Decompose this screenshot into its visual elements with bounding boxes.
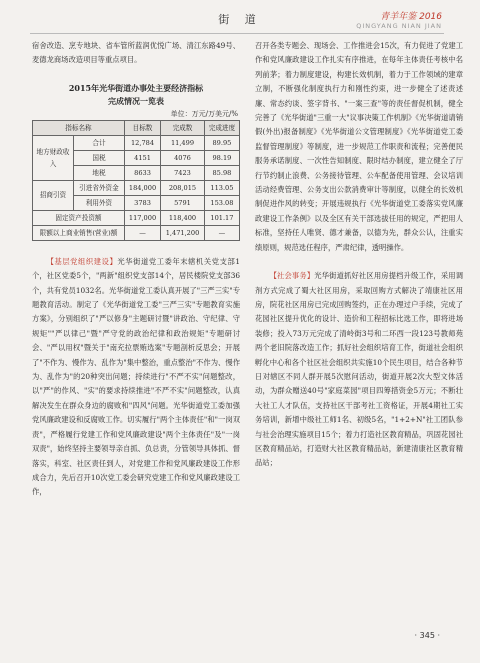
table-cell: 合计 (74, 135, 125, 150)
table-cell: — (204, 225, 239, 240)
section-tag-social: 【社会事务】 (269, 271, 315, 281)
table-cell: 1,471,200 (161, 225, 205, 240)
table-cell: 89.95 (204, 135, 239, 150)
table-cell: 4151 (124, 150, 160, 165)
economic-indicators-table (32, 120, 240, 241)
table-header-row (33, 120, 240, 135)
yearbook-title: 青羊年鉴 2016 (380, 12, 442, 22)
table-row (33, 135, 240, 150)
table-cell: — (124, 225, 160, 240)
table-cell: 8633 (124, 165, 160, 180)
table-cell: 7423 (161, 165, 205, 180)
table-cell: 利用外资 (74, 195, 125, 210)
table-header-cell: 完成进度 (204, 120, 239, 135)
intro-paragraph: 宿舍改造、烹专地块、省车管所蓝润优悦广场、清江东路49号、麦德龙商场改造项目等重点项目。 (32, 41, 240, 65)
section-tag-party: 【基层党组织建设】 (46, 256, 118, 266)
table-row (33, 225, 240, 240)
party-continued-paragraph: 召开各类专题会、现场会、工作推进会15次，有力促进了党建工作和党风廉政建设工作扎实有序推进，在每年主体责任考核中名列前茅；着力制度建设，构建长效机制，着力于工作领域的建章立制，不断强化制度执行力和刚性约束，进一步健全了述责述廉、常态约谈、签字背书、"一案三查"等的责任督促机制，健全完善了《光华街道"三重一大"议事决策工作机制》《光华街道请销假(外出)报备制度》《光华街道公文管理制度》《光华街道党工委监督管理制度》等制度，进一步规范工作职责和流程；完善便民服务承诺制度、一次性告知制度、限时结办制度，建立健全了厅行节约制止浪费、公务接待管理、公车配备使用管理、会议培训活动经费管理、公务支出公款消费审计等制度，以健全的长效机制促进作风的转变；开展违规执行《光华街道党工委落实党风廉政建设工作条例》以及全区有关干部选拔任用的规定，严把用人标准，坚持任人唯贤、德才兼备，以德为先，群众公认，注重实绩原则，规范选任程序，严肃纪律，透明操作。 (255, 41, 463, 252)
table-cell: 113.05 (204, 180, 239, 195)
table-row (33, 180, 240, 195)
table-row (33, 210, 240, 225)
table-header-cell: 目标数 (124, 120, 160, 135)
table-group-cell: 固定资产投资额 (33, 210, 125, 225)
table-header-cell: 完成数 (161, 120, 205, 135)
table-cell: 98.19 (204, 150, 239, 165)
table-cell: 4076 (161, 150, 205, 165)
party-building-paragraph (32, 255, 240, 500)
table-group-cell: 地方财政收入 (33, 135, 74, 180)
social-affairs-paragraph (255, 269, 463, 471)
table-cell: 国税 (74, 150, 125, 165)
table-cell: 208,015 (161, 180, 205, 195)
yearbook-pinyin: QINGYANG NIAN JIAN (356, 22, 442, 30)
section-title: 街 道 (218, 13, 262, 26)
page-number: · 345 · (414, 631, 440, 640)
table-group-cell: 招商引资 (33, 180, 74, 210)
table-cell: 153.08 (204, 195, 239, 210)
table-cell: 12,784 (124, 135, 160, 150)
table-cell: 117,000 (124, 210, 160, 225)
table-title: 2015年光华街道办事处主要经济指标 完成情况一览表 (68, 82, 204, 106)
table-cell: 3783 (124, 195, 160, 210)
table-cell: 引进省外资金 (74, 180, 125, 195)
social-affairs-text: 光华街道抓好社区用房提档升级工作，采用调剂方式完成了蜀大社区用房，采取回购方式解决了靖康社区用房，院花社区用房已完成回购签约，正在办理过户手续，完成了花园社区提升优化的设计、造价和工程招标比选工作，即将进场装修；投入73万元完成了清岭街3号和二环西一段123号教师苑两个老旧院落改造工作；抓好社会组织培育工作，街道社会组织孵化中心和各个社区社会组织共实施10个民生项目，结合各种节日对辖区不同人群开展5次慰问活动，街道开展2次大型文体活动，为群众赠送40号"家庭菜园"项目四筹措资金5万元；不断壮大社工人才队伍，支持社区干部考社工资格证，开展4期社工实务培训，新增中级社工师1名、初级5名，"1+2+N"社工团队参与社会治理实施项目15个；着力打造社区教育精品，巩固花园社区教育精品站，打造财大社区教育精品站，新建清康社区教育精品站； (255, 271, 464, 468)
right-column (255, 39, 463, 471)
table-unit: 单位：万元/万美元/% (170, 109, 238, 118)
table-cell: 85.98 (204, 165, 239, 180)
table-cell: 184,000 (124, 180, 160, 195)
table-cell: 11,499 (161, 135, 205, 150)
table-group-cell: 限额以上商业销售(营业)额 (33, 225, 125, 240)
table-cell: 5791 (161, 195, 205, 210)
table-cell: 地税 (74, 165, 125, 180)
left-column (32, 39, 240, 500)
party-building-text: 光华街道党工委年末辖机关党支部1个，社区党委5个，"两新"组织党支部14个，居民楼院党支部36个，共有党员1032名。光华街道党工委认真开展了"三严三实"专题教育活动。制定了《光华街道党工委"三严三实"专题教育实施方案》，分别组织了"严以修身"主题研讨暨"讲政治、守纪律、守规矩""严以律己"暨"严守党的政治纪律和政治规矩"专题研讨会、"严以用权"暨关于"南充拉票贿选案"专题剖析反思会；开展了"不作为、慢作为、乱作为"集中整治，重点整治"不作为、慢作为、乱作为"的20种突出问题；持续进行"不严不实"问题整改，以"严"的作风、"实"的要求持续推进"不严不实"问题整改，认真解决发生在群众身边的腐败和"四风"问题。光华街道党工委加强党风廉政建设和反腐败工作。切实履行"两个主体责任"和"一岗双责"，严格履行党建工作和党风廉政建设"两个主体责任"及"一岗双责"，始终坚持主要领导亲自抓、负总责，分管领导具体抓、督落实，科室、社区责任到人，对党建工作和党风廉政建设工作形成合力，先后召开10次党工委会研究党建工作和党风廉政建设工作， (32, 256, 240, 497)
header-rule (30, 33, 444, 34)
table-header-cell: 指标名称 (33, 120, 125, 135)
table-cell: 118,400 (161, 210, 205, 225)
table-cell: 101.17 (204, 210, 239, 225)
